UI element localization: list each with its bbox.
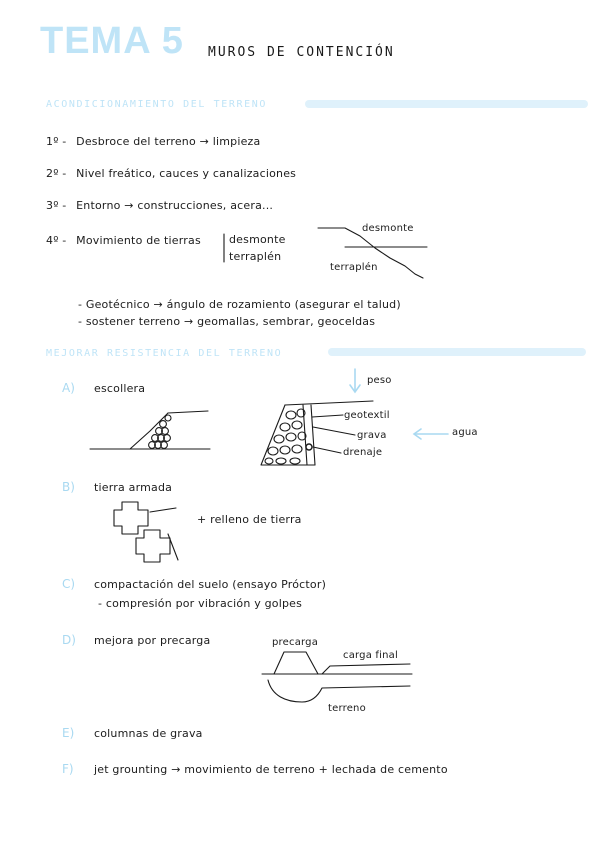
section-heading-mejorar: MEJORAR RESISTENCIA DEL TERRENO: [46, 348, 283, 359]
item-text: Nivel freático, cauces y canalizaciones: [76, 167, 297, 180]
section-bar: [328, 348, 586, 356]
section-bar: [305, 100, 588, 108]
option-terraplen: terraplén: [229, 250, 282, 263]
item-compactacion: compactación del suelo (ensayo Próctor): [94, 578, 327, 591]
sketch-label-desmonte: desmonte: [362, 223, 414, 234]
item-mark: C): [62, 577, 76, 591]
item-number: 3º -: [46, 199, 67, 212]
sketch-label-terraplen: terraplén: [330, 262, 378, 273]
page-subtitle: MUROS DE CONTENCIÓN: [208, 45, 395, 60]
escollera-sketch: [90, 405, 215, 455]
agua-arrow: [412, 428, 450, 440]
item-columnas: columnas de grava: [94, 727, 203, 740]
item-number: 1º -: [46, 135, 67, 148]
relleno-note: + relleno de tierra: [197, 513, 302, 526]
section-heading-acondicionamiento: ACONDICIONAMIENTO DEL TERRENO: [46, 99, 267, 110]
label-terreno: terreno: [328, 703, 366, 714]
bullet-sostener: - sostener terreno → geomallas, sembrar, geoceldas: [78, 315, 376, 328]
bullet-geotecnico: - Geotécnico → ángulo de rozamiento (asegurar el talud): [78, 298, 401, 311]
item-mark: D): [62, 633, 76, 647]
item-number: 2º -: [46, 167, 67, 180]
page-title: TEMA 5: [40, 20, 184, 62]
list-item: [46, 135, 260, 148]
item-number: 4º -: [46, 234, 67, 247]
label-drenaje: drenaje: [343, 447, 383, 458]
item-escollera: escollera: [94, 382, 146, 395]
label-peso: peso: [367, 375, 392, 386]
item-precarga: mejora por precarga: [94, 634, 211, 647]
bracket-line: [222, 234, 226, 264]
tierra-armada-sketch: [110, 498, 190, 568]
label-grava: grava: [357, 430, 387, 441]
option-desmonte: desmonte: [229, 233, 286, 246]
item-jet-grounting: jet grounting → movimiento de terreno + lechada de cemento: [94, 763, 448, 776]
label-agua: agua: [452, 427, 478, 438]
label-carga-final: carga final: [343, 650, 398, 661]
compactacion-note: - compresión por vibración y golpes: [98, 597, 303, 610]
item-text: Desbroce del terreno → limpieza: [76, 135, 261, 148]
list-item: [46, 199, 273, 212]
item-text: Entorno → construcciones, acera...: [76, 199, 274, 212]
precarga-sketch: [262, 640, 422, 710]
item-text: Movimiento de tierras: [76, 234, 201, 247]
list-item: [46, 167, 296, 180]
label-precarga: precarga: [272, 637, 319, 648]
item-mark: A): [62, 381, 75, 395]
item-tierra-armada: tierra armada: [94, 481, 173, 494]
label-geotextil: geotextil: [344, 410, 390, 421]
item-mark: B): [62, 480, 75, 494]
item-mark: E): [62, 726, 75, 740]
item-mark: F): [62, 762, 74, 776]
list-item: [46, 234, 201, 247]
